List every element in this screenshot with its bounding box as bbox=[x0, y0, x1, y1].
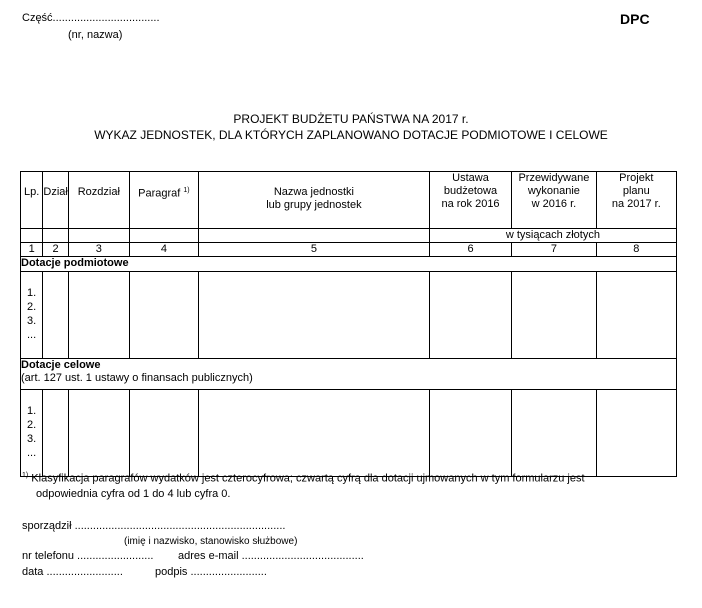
cell-nazwa[interactable] bbox=[198, 272, 429, 359]
header-paragraf: Paragraf $^{1)}$ bbox=[129, 172, 198, 229]
cell-rozdzial[interactable] bbox=[68, 390, 129, 477]
cell-paragraf[interactable] bbox=[129, 390, 198, 477]
col-num: 4 bbox=[129, 243, 198, 257]
unit-label: w tysiącach złotych bbox=[429, 229, 676, 243]
title-line-2: WYKAZ JEDNOSTEK, DLA KTÓRYCH ZAPLANOWANO DOTACJE PODMIOTOWE I CELOWE bbox=[94, 128, 608, 142]
czesc-hint: (nr, nazwa) bbox=[68, 29, 123, 41]
cell-przewidywane[interactable] bbox=[512, 272, 596, 359]
cell-ustawa[interactable] bbox=[429, 390, 511, 477]
cell-projekt[interactable] bbox=[596, 272, 676, 359]
data-row-podmiotowe bbox=[21, 272, 677, 359]
col-num: 6 bbox=[429, 243, 511, 257]
budget-table bbox=[20, 171, 677, 477]
unit-row bbox=[21, 229, 677, 243]
col-num: 8 bbox=[596, 243, 676, 257]
czesc-field: Część................................... bbox=[22, 12, 160, 24]
header-lp: Lp. bbox=[21, 172, 43, 229]
col-num: 7 bbox=[512, 243, 596, 257]
cell-rozdzial[interactable] bbox=[68, 272, 129, 359]
footnote: $^{1)}$ Klasyfikacja paragrafów wydatków jest czterocyfrowa; czwartą cyfrą dla dotacji ujmowanych w tym formularzu jest bbox=[22, 472, 585, 485]
podpis-field[interactable]: podpis ......................... bbox=[155, 566, 267, 578]
cell-paragraf[interactable] bbox=[129, 272, 198, 359]
sporzadzil-hint: (imię i nazwisko, stanowisko służbowe) bbox=[124, 536, 298, 547]
footnote-line-2: odpowiednia cyfra od 1 do 4 lub cyfra 0. bbox=[36, 488, 231, 500]
header-row bbox=[21, 172, 677, 229]
header-dzial: Dział bbox=[43, 172, 68, 229]
row-numbers: 1. 2. 3. ... bbox=[21, 390, 43, 477]
data-field[interactable]: data ......................... bbox=[22, 566, 123, 578]
section-celowe bbox=[21, 359, 677, 390]
form-code: DPC bbox=[620, 11, 650, 27]
row-numbers: 1. 2. 3. ... bbox=[21, 272, 43, 359]
section-title: Dotacje podmiotowe bbox=[21, 257, 677, 272]
header-projekt: Projekt planu na 2017 r. bbox=[596, 172, 676, 229]
cell-nazwa[interactable] bbox=[198, 390, 429, 477]
col-num: 1 bbox=[21, 243, 43, 257]
telefon-field[interactable]: nr telefonu ......................... bbox=[22, 550, 154, 562]
cell-projekt[interactable] bbox=[596, 390, 676, 477]
header-przewidywane: Przewidywane wykonanie w 2016 r. bbox=[512, 172, 596, 229]
cell-przewidywane[interactable] bbox=[512, 390, 596, 477]
data-row-celowe bbox=[21, 390, 677, 477]
sporzadzil-field[interactable]: sporządził ..................................................................... bbox=[22, 520, 286, 532]
header-ustawa: Ustawa budżetowa na rok 2016 bbox=[429, 172, 511, 229]
section-podmiotowe bbox=[21, 257, 677, 272]
column-numbers-row bbox=[21, 243, 677, 257]
cell-dzial[interactable] bbox=[43, 272, 68, 359]
header-rozdzial: Rozdział bbox=[68, 172, 129, 229]
col-num: 2 bbox=[43, 243, 68, 257]
section-title: Dotacje celowe (art. 127 ust. 1 ustawy o finansach publicznych) bbox=[21, 359, 677, 390]
col-num: 3 bbox=[68, 243, 129, 257]
title-line-1: PROJEKT BUDŻETU PAŃSTWA NA 2017 r. bbox=[233, 112, 469, 126]
header-nazwa: Nazwa jednostki lub grupy jednostek bbox=[198, 172, 429, 229]
cell-dzial[interactable] bbox=[43, 390, 68, 477]
cell-ustawa[interactable] bbox=[429, 272, 511, 359]
email-field[interactable]: adres e-mail ........................................ bbox=[178, 550, 364, 562]
col-num: 5 bbox=[198, 243, 429, 257]
